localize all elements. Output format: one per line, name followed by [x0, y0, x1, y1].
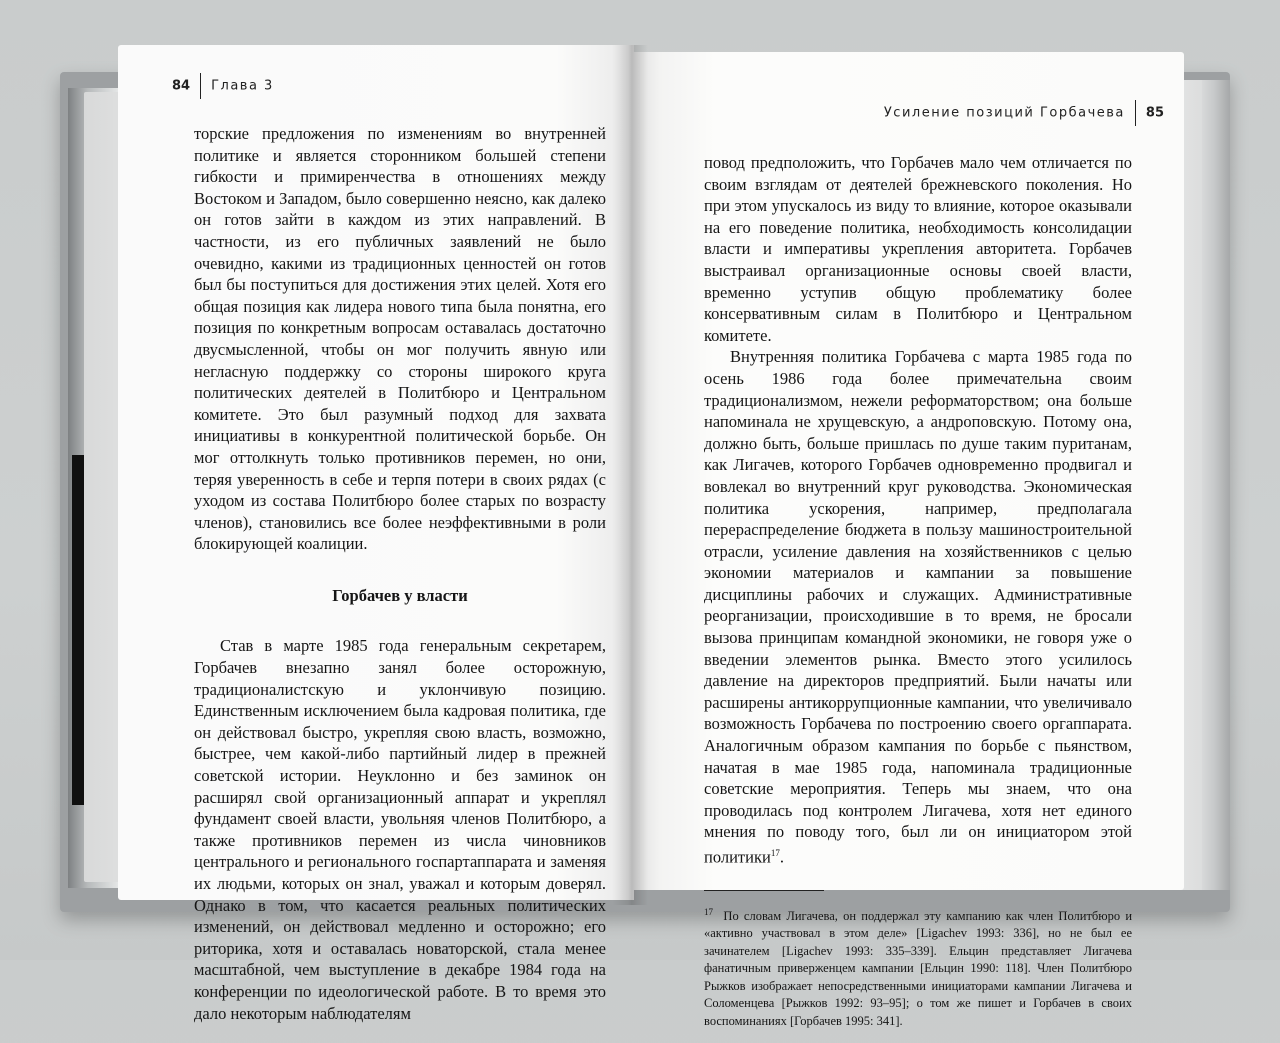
header-divider: [1135, 100, 1136, 126]
left-body-text: [194, 123, 606, 1024]
right-page-number: 85: [1145, 105, 1164, 121]
section-heading: Горбачев у власти: [332, 585, 468, 605]
left-running-head: Глава 3: [211, 78, 274, 94]
left-page: [118, 45, 634, 1023]
paragraph: Внутренняя политика Горбачева с марта 1985 года по осень 1986 года более примечательна своим традиционализмом, нежели реформаторством; она больше напоминала не хрущевскую, а андроповскую. Потому она, должно быть, больше пришлась по душе таким пуританам, как Лигачев, которого Горбачев одновременно продвигал и вовлекал во внутренний круг руководства. Экономическая политика ускорения, например, предполагала перераспределение бюджета в пользу машиностроительной отрасли, усиление давления на хозяйственников с целью экономии материалов и кампании за повышение дисциплины рабочих и служащих. Административные реорганизации, происходившие в то время, не бросали вызова принципам командной экономики, не говоря уже о введении элементов рынка. Вместо этого усилилось давление на директоров предприятий. Были начаты или расширены антикоррупционные кампании, что увеличивало возможность Горбачева по построению своего оргаппарата. Аналогичным образом кампания по борьбе с пьянством, начатая в мае 1985 года, напоминала традиционные советские мероприятия. Теперь мы знаем, что она проводилась под контролем Лигачева, хотя нет единого мнения по поводу того, был ли он инициатором этой политики$^{17}$.: [704, 347, 1132, 867]
footnote-text: По словам Лигачева, он поддержал эту кампанию как член Политбюро и «активно участвовал в этом деле» [Ligachev 1993: 336], но не был ее зачинателем [Ligachev 1993: 335–339]. Ельцин представляет Лигачева фанатичным приверженцем кампании [Ельцин 1990: 118]. Член Политбюро Рыжков изображает непосредственными инициаторами кампании Лигачева и Соломенцева [Рыжков 1992: 93–95]; о том же пишет и Горбачев в своих воспоминаниях [Горбачев 1995: 341].: [704, 908, 1133, 1028]
header-divider: [200, 73, 201, 99]
right-body-text: [704, 152, 1132, 1043]
footnote-rule: [704, 890, 824, 891]
left-running-header: [172, 73, 274, 99]
footnote-reference: 17: [770, 848, 780, 858]
footnote: [704, 904, 1132, 1031]
left-page-number: 84: [172, 78, 191, 94]
right-page: [632, 52, 1184, 1028]
paragraph: повод предположить, что Горбачев мало чем отличается по своим взглядам от деятелей брежневского поколения. Но при этом упускалось из виду то влияние, которое оказывали на его поведение политика, необходимость консолидации власти и императивы укрепления авторитета. Горбачев выстраивал организационные основы своей власти, временно уступив общую проблематику более консервативным силам в Политбюро и Центральном комитете.: [704, 153, 1132, 345]
right-running-head: Усиление позиций Горбачева: [883, 105, 1125, 121]
paragraph: торские предложения по изменениям во внутренней политике и является сторонником большей степени гибкости и примиренчества в отношениях между Востоком и Западом, было совершенно неясно, как далеко он готов зайти в каждом из этих направлений. В частности, из его публичных заявлений не было очевидно, какими из традиционных ценностей он готов был бы поступиться для достижения этих целей. Хотя его общая позиция как лидера нового типа была понятна, его позиция по конкретным вопросам оставалась достаточно двусмысленной, чтобы он мог получить явную или негласную поддержку со стороны широкого круга политических деятелей в Политбюро и Центральном комитете. Это был разумный подход для захвата инициативы в конкурентной политической борьбе. Он мог оттолкнуть только противников перемен, но они, теряя уверенность в себе и терпя потери в своих рядах (с уходом из состава Политбюро более старых по возрасту членов), становились все более неэффективными в роли блокирующей коалиции.: [194, 124, 606, 554]
paragraph: Став в марте 1985 года генеральным секретарем, Горбачев внезапно занял более осторожную, традиционалистскую и уклончивую позицию. Единственным исключением была кадровая политика, где он действовал быстро, укрепляя свою власть, возможно, быстрее, чем какой-либо партийный лидер в прежней советской истории. Неуклонно и без заминок он расширял свой организационный аппарат и укреплял фундамент своей власти, увольняя членов Политбюро, а также противников перемен из числа чиновников центрального и регионального госпартаппарата и заменяя их людьми, которых он знал, уважал и которым доверял. Однако в том, что касается реальных политических изменений, он действовал медленно и осторожно; его риторика, хотя и оставалась новаторской, стала менее масштабной, чем выступление в декабре 1984 года на конференции по идеологической работе. В то время это дало некоторым наблюдателям: [194, 636, 606, 1023]
right-running-header: [884, 100, 1164, 126]
paragraph-text: Внутренняя политика Горбачева с марта 1985 года по осень 1986 года более примечательна своим традиционализмом, нежели реформаторством; она больше напоминала не хрущевскую, а андроповскую. Потому она, должно быть, больше пришлась по душе таким пуританам, как Лигачев, которого Горбачев одновременно продвигал и вовлекал во внутренний круг руководства. Экономическая политика ускорения, например, предполагала перераспределение бюджета в пользу машиностроительной отрасли, усиление давления на хозяйственников с целью экономии материалов и кампании за повышение дисциплины рабочих и служащих. Административные реорганизации, происходившие в то время, не бросали вызова принципам командной экономики, не говоря уже о введении элементов рынка. Вместо этого усилилось давление на директоров предприятий. Были начаты или расширены антикоррупционные кампании, что увеличивало возможность Горбачева по построению своего оргаппарата. Аналогичным образом кампания по борьбе с пьянством, начатая в мае 1985 года, напоминала традиционные советские мероприятия. Теперь мы знаем, что она проводилась под контролем Лигачева, хотя нет единого мнения по поводу того, был ли он инициатором этой политики: [704, 347, 1132, 867]
footnote-number: 17: [704, 906, 713, 917]
